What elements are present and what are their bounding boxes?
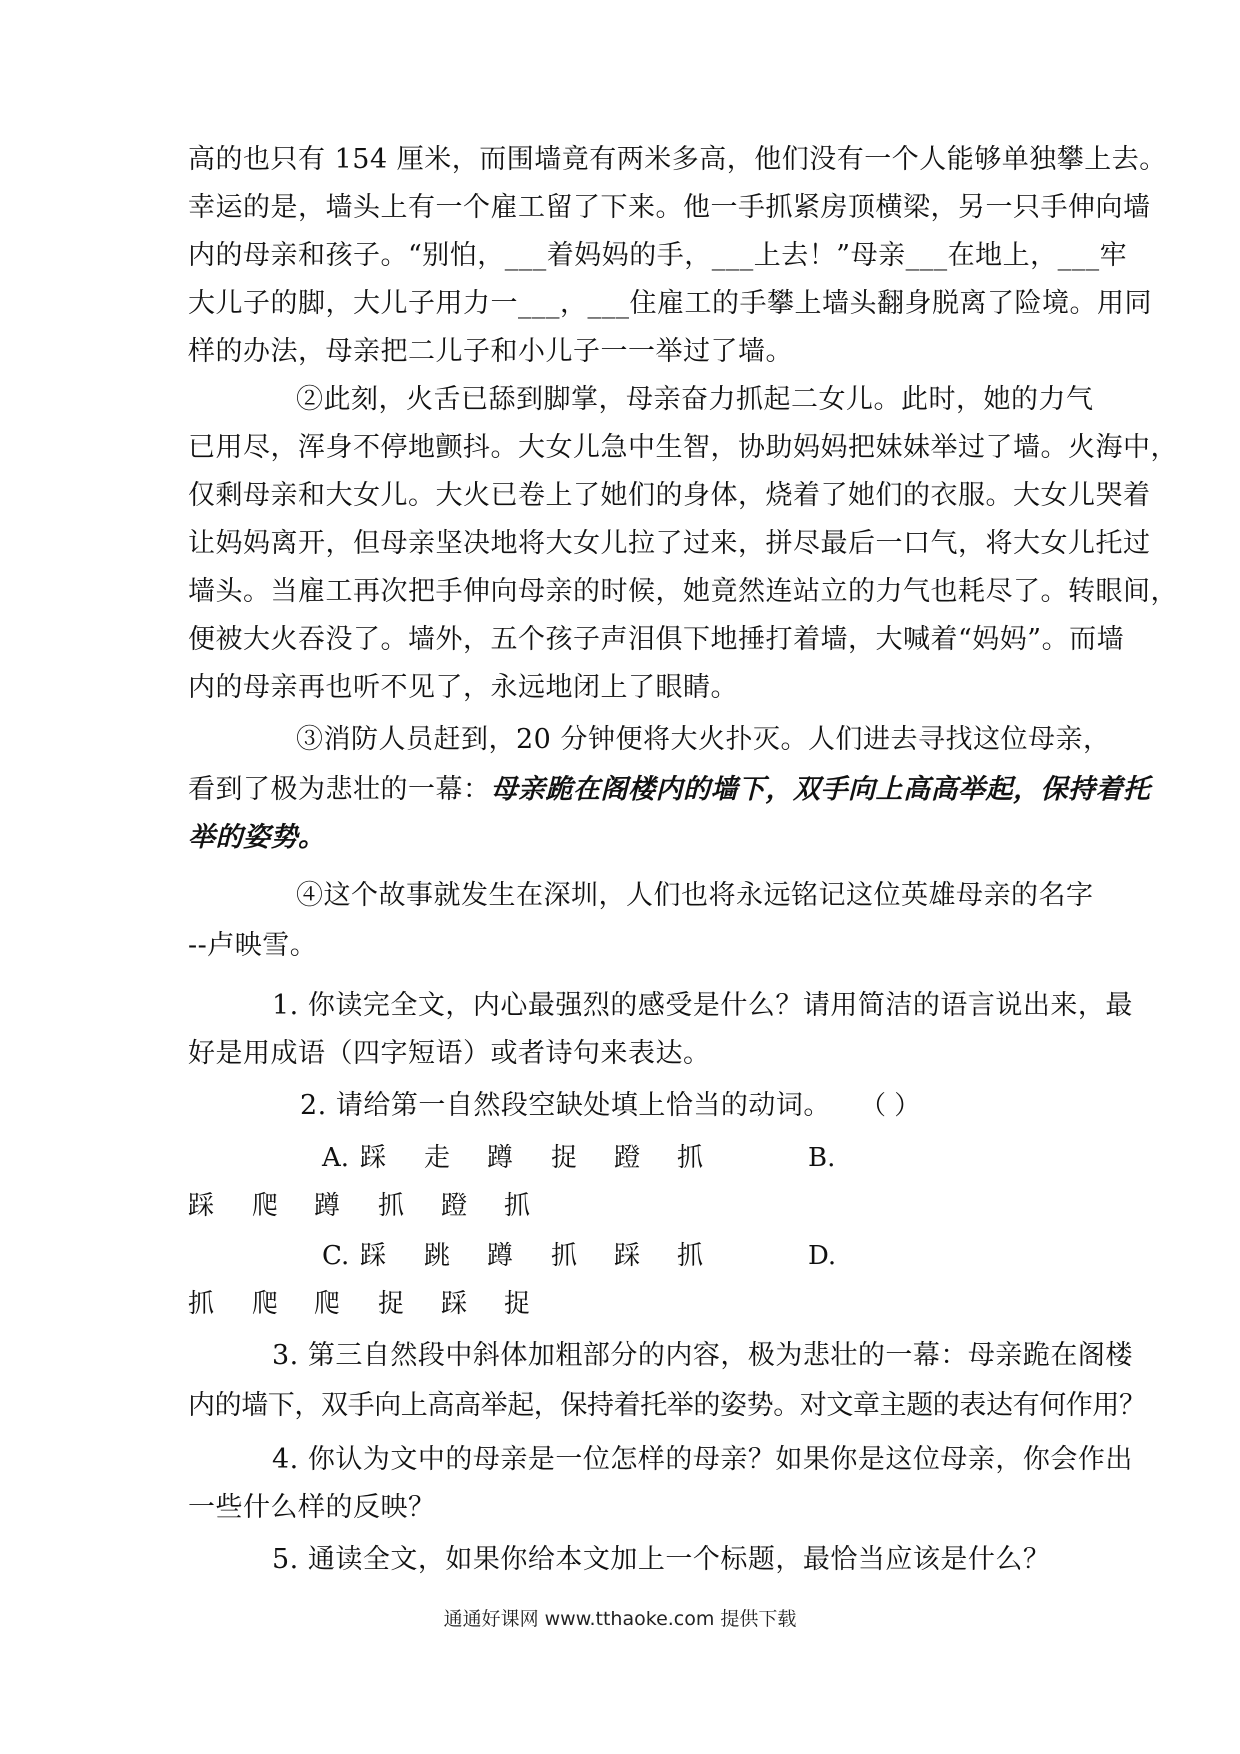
footer-credit: 通通好课网 www.tthaoke.com 提供下载 bbox=[443, 1608, 797, 1630]
option-word: 抓 bbox=[504, 1191, 531, 1221]
passage-line: ④这个故事就发生在深圳，人们也将永远铭记这位英雄母亲的名字 bbox=[296, 880, 1094, 911]
option-word: 捉 bbox=[551, 1143, 578, 1173]
question-2: 2. 请给第一自然段空缺处填上恰当的动词。 bbox=[300, 1090, 831, 1121]
passage-line: 让妈妈离开，但母亲坚决地将大女儿拉了过来，拼尽最后一口气，将大女儿托过 bbox=[188, 528, 1151, 559]
question-3-cont: 内的墙下，双手向上高高举起，保持着托举的姿势。对文章主题的表达有何作用？ bbox=[188, 1390, 1146, 1421]
passage-line: 仅剩母亲和大女儿。大火已卷上了她们的身体，烧着了她们的衣服。大女儿哭着 bbox=[188, 480, 1151, 511]
option-word: 抓 bbox=[677, 1143, 704, 1173]
passage-line: 大儿子的脚，大儿子用力一___，___住雇工的手攀上墙头翻身脱离了险境。用同 bbox=[188, 288, 1152, 319]
passage-line: --卢映雪。 bbox=[188, 930, 318, 961]
passage-line: 墙头。当雇工再次把手伸向母亲的时候，她竟然连站立的力气也耗尽了。转眼间， bbox=[188, 576, 1178, 607]
option-c-label: C. bbox=[322, 1241, 350, 1271]
passage-line: 高的也只有 154 厘米，而围墙竟有两米多高，他们没有一个人能够单独攀上去。 bbox=[188, 144, 1167, 175]
option-d-label: D. bbox=[808, 1241, 837, 1271]
option-word: 捉 bbox=[504, 1289, 531, 1319]
option-word: 踩 bbox=[614, 1241, 641, 1271]
passage-line bbox=[188, 770, 1151, 810]
option-word: 爬 bbox=[252, 1289, 279, 1319]
option-word: 抓 bbox=[551, 1241, 578, 1271]
option-word: 踩 bbox=[360, 1241, 387, 1271]
passage-line: ③消防人员赶到，20 分钟便将大火扑灭。人们进去寻找这位母亲， bbox=[296, 724, 1111, 755]
option-word: 抓 bbox=[378, 1191, 405, 1221]
question-3: 3. 第三自然段中斜体加粗部分的内容，极为悲壮的一幕：母亲跪在阁楼 bbox=[272, 1340, 1133, 1371]
passage-line: 内的母亲和孩子。“别怕，___着妈妈的手，___上去！”母亲___在地上，___牢 bbox=[188, 240, 1128, 271]
passage-line: 内的母亲再也听不见了，永远地闭上了眼睛。 bbox=[188, 672, 738, 703]
passage-line: ②此刻，火舌已舔到脚掌，母亲奋力抓起二女儿。此时，她的力气 bbox=[296, 384, 1094, 415]
option-word: 踩 bbox=[360, 1143, 387, 1173]
passage-line: 便被大火吞没了。墙外，五个孩子声泪俱下地捶打着墙，大喊着“妈妈”。而墙 bbox=[188, 624, 1125, 655]
option-word: 跳 bbox=[424, 1241, 451, 1271]
option-word: 爬 bbox=[252, 1191, 279, 1221]
option-word: 蹲 bbox=[487, 1143, 514, 1173]
option-word: 抓 bbox=[188, 1289, 215, 1319]
passage-line: 已用尽，浑身不停地颤抖。大女儿急中生智，协助妈妈把妹妹举过了墙。火海中， bbox=[188, 432, 1178, 463]
option-b-label: B. bbox=[808, 1143, 836, 1173]
emphasized-text: 举的姿势。 bbox=[188, 822, 326, 853]
option-a-label: A. bbox=[322, 1143, 350, 1173]
passage-line: 幸运的是，墙头上有一个雇工留了下来。他一手抓紧房顶横梁，另一只手伸向墙 bbox=[188, 192, 1151, 223]
option-word: 捉 bbox=[378, 1289, 405, 1319]
question-4-cont: 一些什么样的反映？ bbox=[188, 1492, 436, 1523]
option-word: 抓 bbox=[677, 1241, 704, 1271]
question-4: 4. 你认为文中的母亲是一位怎样的母亲？如果你是这位母亲，你会作出 bbox=[272, 1444, 1133, 1475]
option-word: 蹬 bbox=[614, 1143, 641, 1173]
question-1: 1. 你读完全文，内心最强烈的感受是什么？请用简洁的语言说出来，最 bbox=[272, 990, 1133, 1021]
passage-text: 看到了极为悲壮的一幕： bbox=[188, 774, 491, 805]
option-word: 蹲 bbox=[487, 1241, 514, 1271]
emphasized-text: 母亲跪在阁楼内的墙下，双手向上高高举起，保持着托 bbox=[490, 774, 1151, 805]
passage-line: 样的办法，母亲把二儿子和小儿子一一举过了墙。 bbox=[188, 336, 793, 367]
question-5: 5. 通读全文，如果你给本文加上一个标题，最恰当应该是什么？ bbox=[272, 1544, 1051, 1575]
question-1-cont: 好是用成语（四字短语）或者诗句来表达。 bbox=[188, 1038, 711, 1069]
option-word: 蹬 bbox=[441, 1191, 468, 1221]
option-word: 蹲 bbox=[314, 1191, 341, 1221]
option-word: 踩 bbox=[441, 1289, 468, 1319]
option-word: 走 bbox=[424, 1143, 451, 1173]
option-word: 踩 bbox=[188, 1191, 215, 1221]
answer-bracket: （ ） bbox=[860, 1091, 921, 1121]
option-word: 爬 bbox=[314, 1289, 341, 1319]
